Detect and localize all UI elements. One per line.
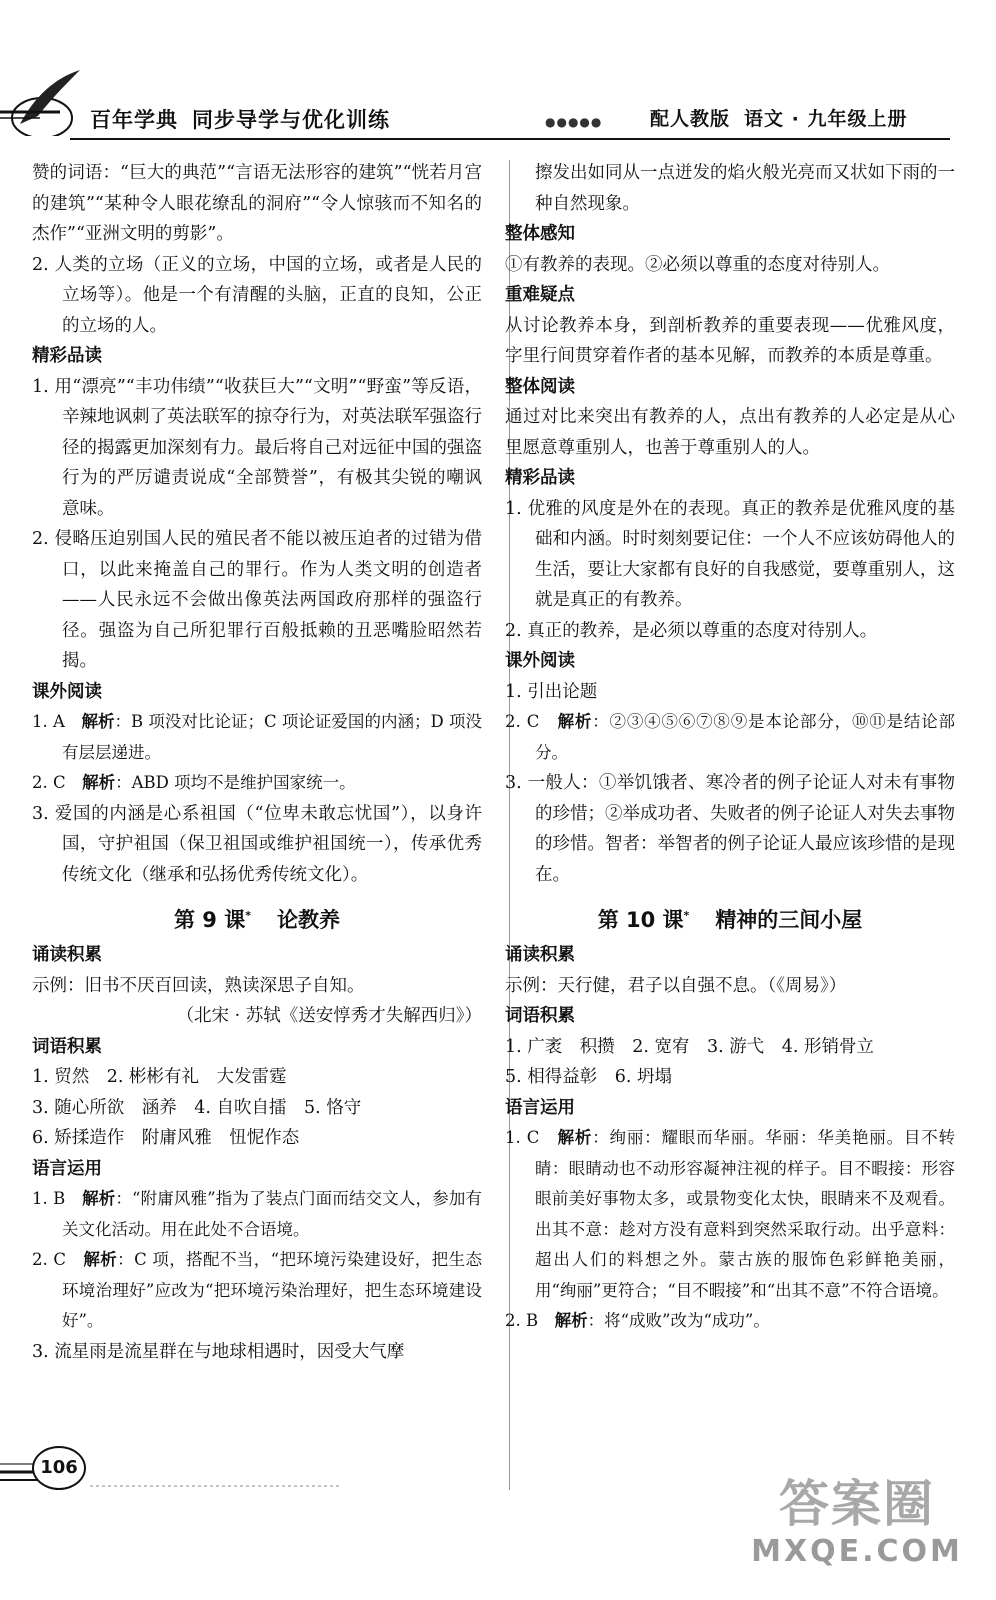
ciyu-line-1: 1. 广袤 积攒 2. 宽宥 3. 游弋 4. 形销骨立 xyxy=(505,1036,875,1057)
analysis-text: ：②③④⑤⑥⑦⑧⑨是本论部分，⑩⑪是结论部分。 xyxy=(535,712,956,762)
lesson-number: 第 10 课 xyxy=(597,908,684,932)
analysis-text: ：将“成败”改为“成功”。 xyxy=(587,1311,770,1330)
page-number: 106 xyxy=(32,1446,86,1490)
section-heading-ciyu: 词语积累 xyxy=(505,1006,575,1026)
jingcai-item-2: 2. 真正的教养，是必须以尊重的态度对待别人。 xyxy=(505,620,878,641)
section-heading-zhengti-yuedu: 整体阅读 xyxy=(505,376,575,397)
zhengti-text: ①有教养的表现。②必须以尊重的态度对待别人。 xyxy=(505,254,890,275)
kewai-item-2 xyxy=(505,707,955,768)
series-name: 同步导学与优化训练 xyxy=(192,108,390,132)
lesson-star: * xyxy=(683,909,690,922)
kewai-item-3: 3. 一般人：①举饥饿者、寒冷者的例子论证人对未有事物的珍惜；②举成功者、失败者的例子论证人对失去事物的珍惜。智者：举智者的例子论证人最应该珍惜的是现在。 xyxy=(505,773,955,885)
lesson-star: * xyxy=(245,909,251,922)
kewai-item-1 xyxy=(32,707,482,768)
songdu-example: 示例：旧书不厌百回读，熟读深思子自知。 xyxy=(32,975,365,996)
ciyu-line-3: 6. 矫揉造作 附庸风雅 忸怩作态 xyxy=(32,1128,300,1148)
yuyan-item-2 xyxy=(32,1245,482,1337)
section-heading-songdu: 诵读积累 xyxy=(32,945,102,965)
page-header xyxy=(0,60,996,140)
header-rule xyxy=(70,138,950,140)
ciyu-line-1: 1. 贸然 2. 彬彬有礼 大发雷霆 xyxy=(32,1067,287,1087)
brand-name: 百年学典 xyxy=(90,108,178,132)
right-column xyxy=(505,158,955,1337)
lesson-number: 第 9 课 xyxy=(174,908,246,932)
analysis-label: 解析 xyxy=(81,712,115,731)
lesson-name: 论教养 xyxy=(277,908,340,932)
answer: 1. A xyxy=(32,712,65,731)
lesson-title-9 xyxy=(32,900,482,936)
header-brand xyxy=(90,104,390,134)
answer: 2. B xyxy=(505,1311,539,1330)
answer: 2. C xyxy=(32,773,66,792)
yuyan-item-1 xyxy=(32,1184,482,1245)
analysis-label: 解析 xyxy=(82,773,116,792)
analysis-text: ：ABD 项均不是维护国家统一。 xyxy=(115,773,356,792)
section-heading-yuyan: 语言运用 xyxy=(505,1097,575,1118)
analysis-label: 解析 xyxy=(83,1250,118,1269)
zhongnan-text: 从讨论教养本身，到剖析教养的重要表现——优雅风度，字里行间贯穿着作者的基本见解，而教养的本质是尊重。 xyxy=(505,315,955,366)
page-footer xyxy=(0,1430,996,1600)
analysis-label: 解析 xyxy=(557,712,593,731)
section-heading-kewai: 课外阅读 xyxy=(32,681,102,702)
intro-paragraph: 赞的词语：“巨大的典范”“言语无法形容的建筑”“恍若月宫的建筑”“某种令人眼花缭乱的洞府”“令人惊骇而不知名的杰作”“亚洲文明的剪影”。 xyxy=(32,163,482,244)
header-edition xyxy=(650,104,907,131)
analysis-text: ：B 项没对比论证；C 项论证爱国的内涵；D 项没有层层递进。 xyxy=(62,712,482,762)
songdu-source: （北宋 · 苏轼《送安惇秀才失解西归》） xyxy=(176,1006,482,1026)
watermark-logo xyxy=(732,1474,982,1594)
lesson-name: 精神的三间小屋 xyxy=(715,908,863,932)
edition-label: 配人教版 xyxy=(650,108,731,130)
ciyu-line-2: 5. 相得益彰 6. 坍塌 xyxy=(505,1067,673,1087)
subject-label: 语文 · 九年级上册 xyxy=(744,108,908,130)
jingcai-item-2: 2. 侵略压迫别国人民的殖民者不能以被压迫者的过错为借口，以此来掩盖自己的罪行。作为人类文明的创造者——人民永远不会做出像英法两国政府那样的强盗行径。强盗为自己所犯罪行百般抵赖的丑恶嘴脸昭然若揭。 xyxy=(32,529,482,671)
jingcai-item-1: 1. 用“漂亮”“丰功伟绩”“收获巨大”“文明”“野蛮”等反语，辛辣地讽刺了英法联军的掠夺行为，对英法联军强盗行径的揭露更加深刻有力。最后将自己对远征中国的强盗行为的严厉谴责说成“全部赞誉”，有极其尖锐的嘲讽意味。 xyxy=(32,376,482,519)
section-heading-jingcai: 精彩品读 xyxy=(32,346,102,366)
answer: 1. B xyxy=(32,1189,66,1208)
header-dots: ●●●●● xyxy=(545,115,603,129)
section-heading-jingcai: 精彩品读 xyxy=(505,468,575,488)
yuyan-item-1 xyxy=(505,1123,955,1306)
yuyan-item-2 xyxy=(505,1306,955,1337)
section-heading-yuyan: 语言运用 xyxy=(32,1158,102,1179)
section-heading-ciyu: 词语积累 xyxy=(32,1036,102,1057)
intro-item-2: 2. 人类的立场（正义的立场，中国的立场，或者是人民的立场等）。他是一个有清醒的头脑，正直的良知，公正的立场的人。 xyxy=(32,254,482,336)
kewai-item-2 xyxy=(32,768,482,799)
section-heading-kewai: 课外阅读 xyxy=(505,651,575,671)
analysis-label: 解析 xyxy=(557,1128,593,1147)
answer: 1. C xyxy=(505,1128,540,1147)
answer: 2. C xyxy=(32,1250,67,1269)
analysis-label: 解析 xyxy=(82,1189,116,1208)
songdu-example: 示例：天行健，君子以自强不息。（《周易》） xyxy=(505,975,847,996)
analysis-text: ：C 项，搭配不当，“把环境污染建设好，把生态环境治理好”应改为“把环境污染治理好，把生态环境建设好”。 xyxy=(62,1250,482,1330)
yuyan-item-3: 3. 流星雨是流星群在与地球相遇时，因受大气摩 xyxy=(32,1341,405,1362)
lesson-title-10 xyxy=(505,900,955,936)
quill-logo-icon xyxy=(0,66,90,136)
left-column xyxy=(32,158,482,1367)
ciyu-line-2: 3. 随心所欲 涵养 4. 自吹自擂 5. 恪守 xyxy=(32,1097,362,1118)
analysis-text: ：绚丽：耀眼而华丽。华丽：华美艳丽。目不转睛：眼睛动也不动形容凝神注视的样子。目不暇接：形容眼前美好事物太多，或景物变化太快，眼睛来不及观看。出其不意：趁对方没有意料到突然采取行动。出乎意料：超出人们的料想之外。蒙古族的服饰色彩鲜艳美丽，用“绚丽”更符合；“目不暇接”和“出其不意”不符合语境。 xyxy=(535,1128,956,1300)
analysis-text: ：“附庸风雅”指为了装点门面而结交文人，参加有关文化活动。用在此处不合语境。 xyxy=(62,1189,482,1239)
zhengti-yuedu-text: 通过对比来突出有教养的人，点出有教养的人必定是从心里愿意尊重别人，也善于尊重别人的人。 xyxy=(505,407,955,458)
section-heading-zhongnan: 重难疑点 xyxy=(505,285,575,305)
watermark-url: MXQE.COM xyxy=(751,1534,963,1569)
section-heading-songdu: 诵读积累 xyxy=(505,945,575,965)
section-heading-zhengti: 整体感知 xyxy=(505,224,575,244)
kewai-item-1: 1. 引出论题 xyxy=(505,681,598,702)
kewai-item-3: 3. 爱国的内涵是心系祖国（“位卑未敢忘忧国”），以身许国，守护祖国（保卫祖国或维护祖国统一），传承优秀传统文化（继承和弘扬优秀传统文化）。 xyxy=(32,803,482,885)
answer: 2. C xyxy=(505,712,540,731)
watermark-text: 答案圈 xyxy=(779,1475,935,1533)
analysis-label: 解析 xyxy=(554,1311,588,1330)
continued-text: 擦发出如同从一点迸发的焰火般光亮而又状如下雨的一种自然现象。 xyxy=(535,163,955,214)
jingcai-item-1: 1. 优雅的风度是外在的表现。真正的教养是优雅风度的基础和内涵。时时刻刻要记住：一个人不应该妨碍他人的生活，要让大家都有良好的自我感觉，要尊重别人，这就是真正的有教养。 xyxy=(505,498,955,610)
